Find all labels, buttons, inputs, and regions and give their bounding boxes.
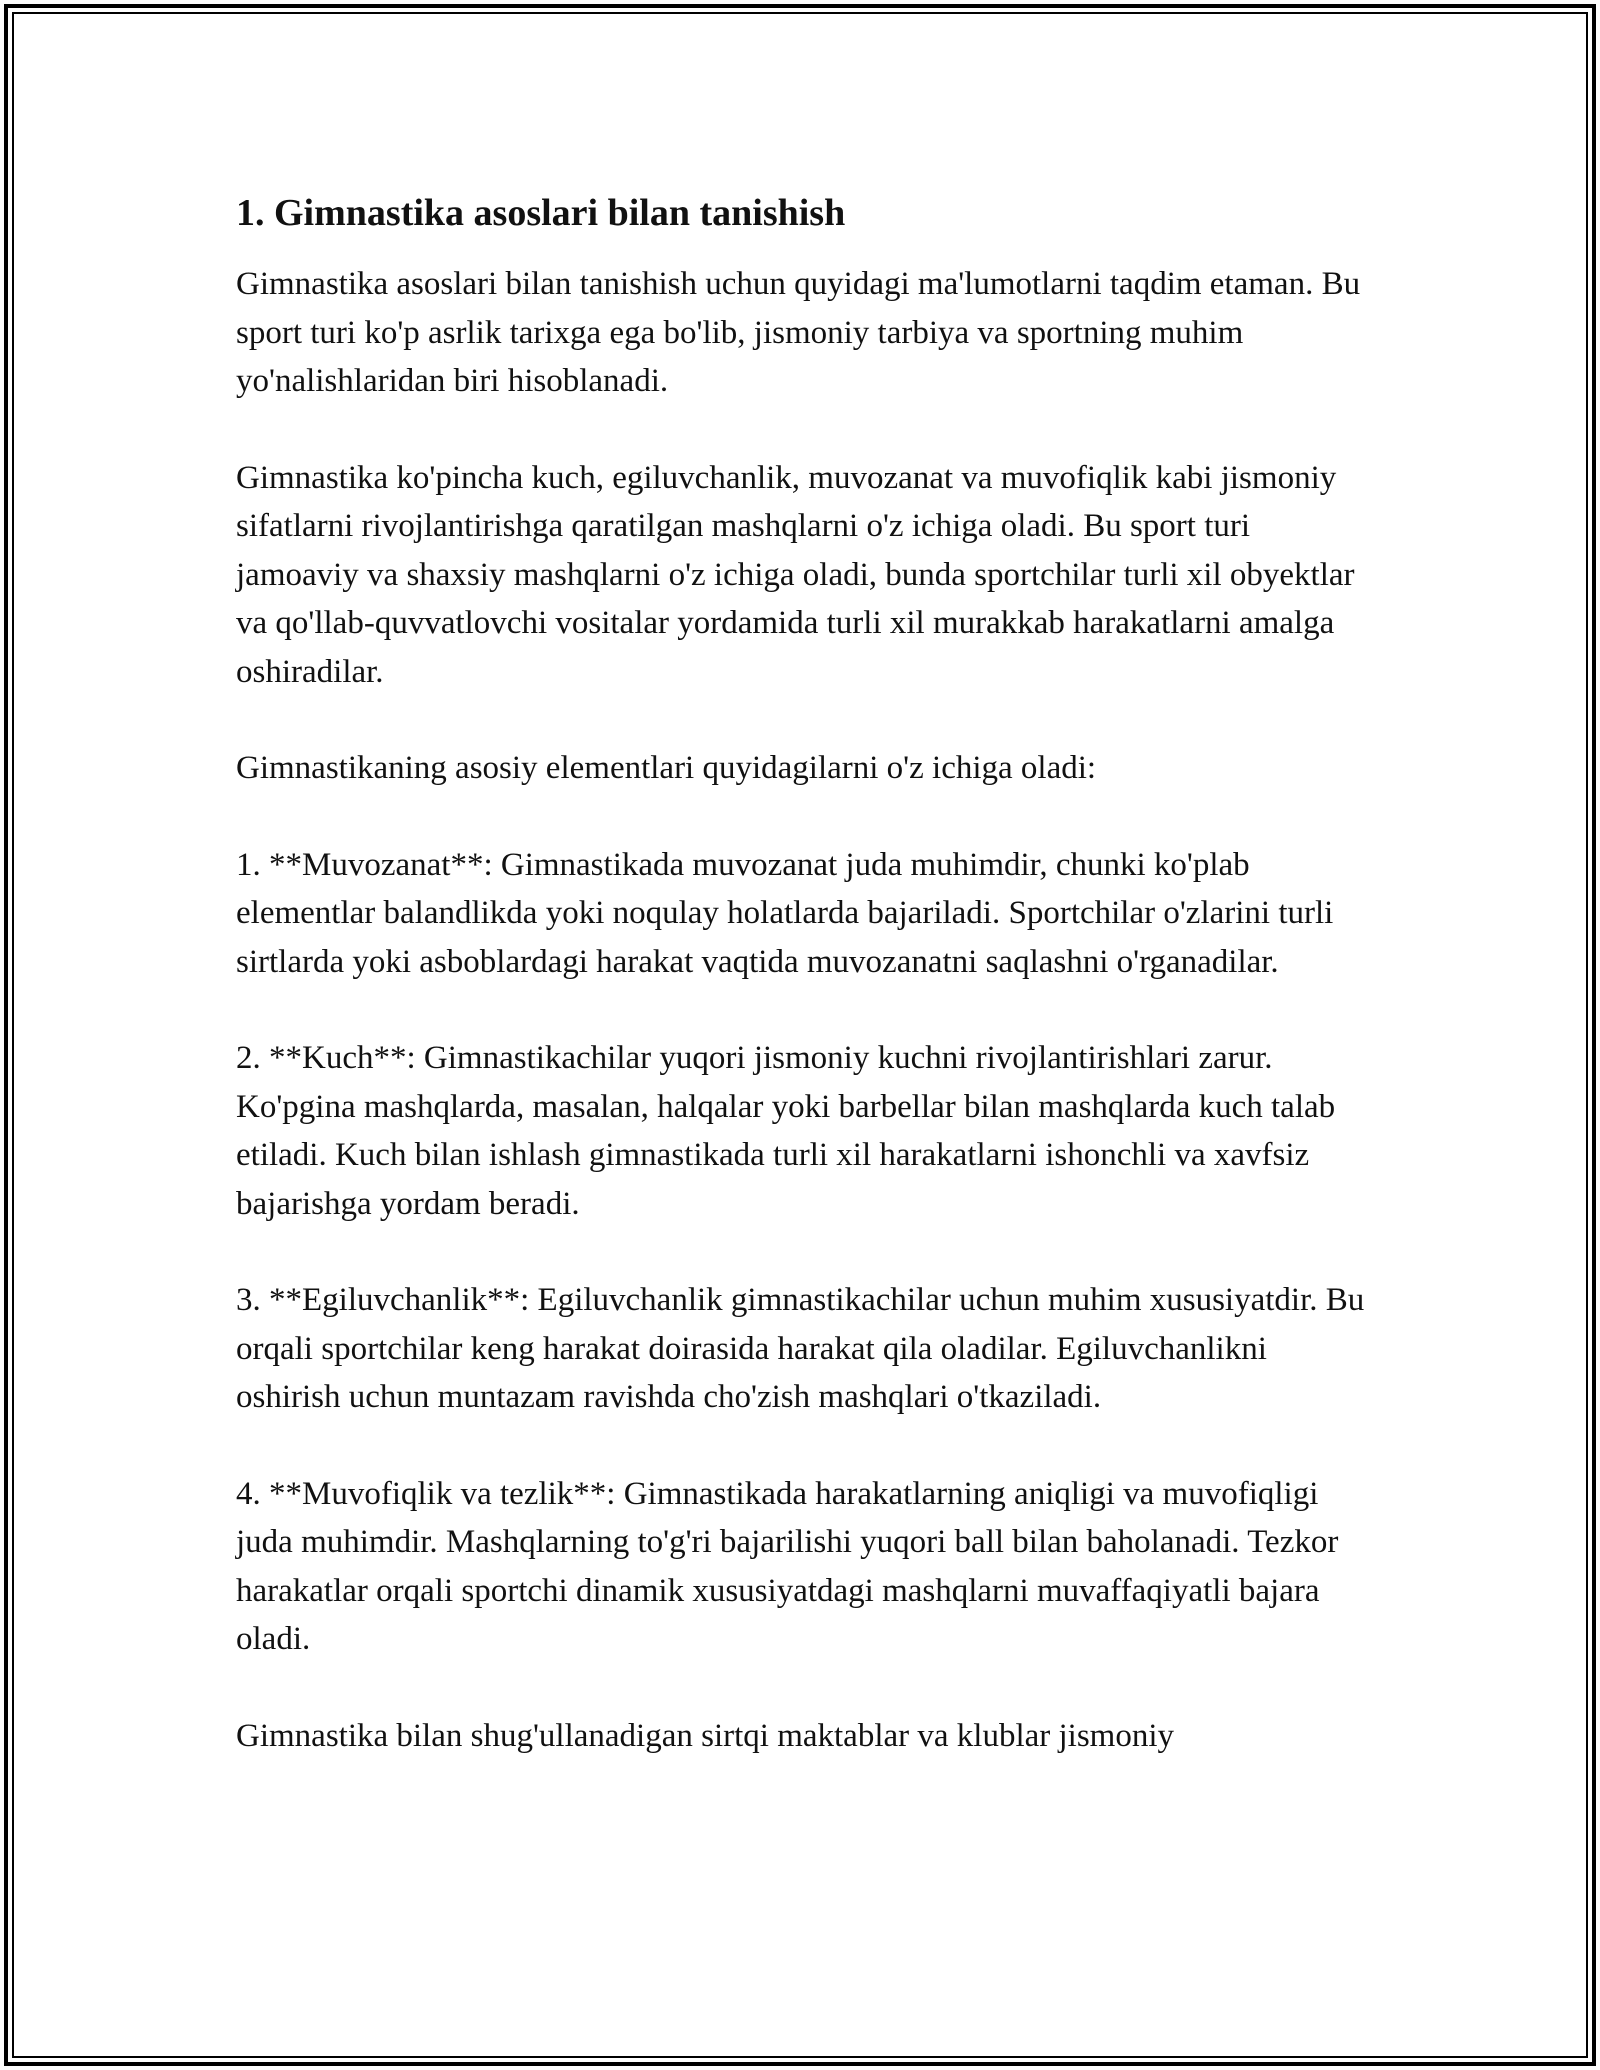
intro-paragraph: Gimnastika asoslari bilan tanishish uchun quyidagi ma'lumotlarni taqdim etaman. Bu sport turi ko'p asrlik tarixga ega bo'lib, jismoniy tarbiya va sportning muhim yo'nalishlaridan biri hisoblanadi.: [236, 266, 1361, 399]
list-item-flexibility: 3. **Egiluvchanlik**: Egiluvchanlik gimnastikachilar uchun muhim xususiyatdir. Bu orqali sportchilar keng harakat doirasida harakat qila oladilar. Egiluvchanlikni oshirish uchun muntazam ravishda cho'zish mashqlari o'tkaziladi.: [236, 1282, 1365, 1415]
list-item-balance: 1. **Muvozanat**: Gimnastikada muvozanat juda muhimdir, chunki ko'plab elementlar balandlikda yoki noqulay holatlarda bajariladi. Sportchilar o'zlarini turli sirtlarda yoki asboblardagi harakat vaqtida muvozanatni saqlashni o'rganadilar.: [236, 846, 1334, 980]
list-item-coordination: 4. **Muvofiqlik va tezlik**: Gimnastikada harakatlarning aniqligi va muvofiqligi juda muhimdir. Mashqlarning to'g'ri bajarilishi yuqori ball bilan baholanadi. Tezkor harakatlar orqali sportchi dinamik xususiyatdagi mashqlarni muvaffaqiyatli bajara oladi.: [236, 1475, 1339, 1657]
description-paragraph: Gimnastika ko'pincha kuch, egiluvchanlik, muvozanat va muvofiqlik kabi jismoniy sifatlarni rivojlantirishga qaratilgan mashqlarni o'z ichiga oladi. Bu sport turi jamoaviy va shaxsiy mashqlarni o'z ichiga oladi, bunda sportchilar turli xil obyektlar va qo'llab-quvvatlovchi vositalar yordamida turli xil murakkab harakatlarni amalga oshiradilar.: [236, 459, 1355, 690]
elements-intro-paragraph: Gimnastikaning asosiy elementlari quyidagilarni o'z ichiga oladi:: [236, 750, 1097, 786]
closing-paragraph: Gimnastika bilan shug'ullanadigan sirtqi maktablar va klublar jismoniy: [236, 1717, 1175, 1754]
document-body: [236, 186, 1376, 1808]
section-heading: 1. Gimnastika asoslari bilan tanishish: [236, 192, 846, 234]
list-item-strength: 2. **Kuch**: Gimnastikachilar yuqori jismoniy kuchni rivojlantirishlari zarur. Ko'pgina mashqlarda, masalan, halqalar yoki barbellar bilan mashqlarda kuch talab etiladi. Kuch bilan ishlash gimnastikada turli xil harakatlarni ishonchli va xavfsiz bajarishga yordam beradi.: [236, 1040, 1336, 1222]
